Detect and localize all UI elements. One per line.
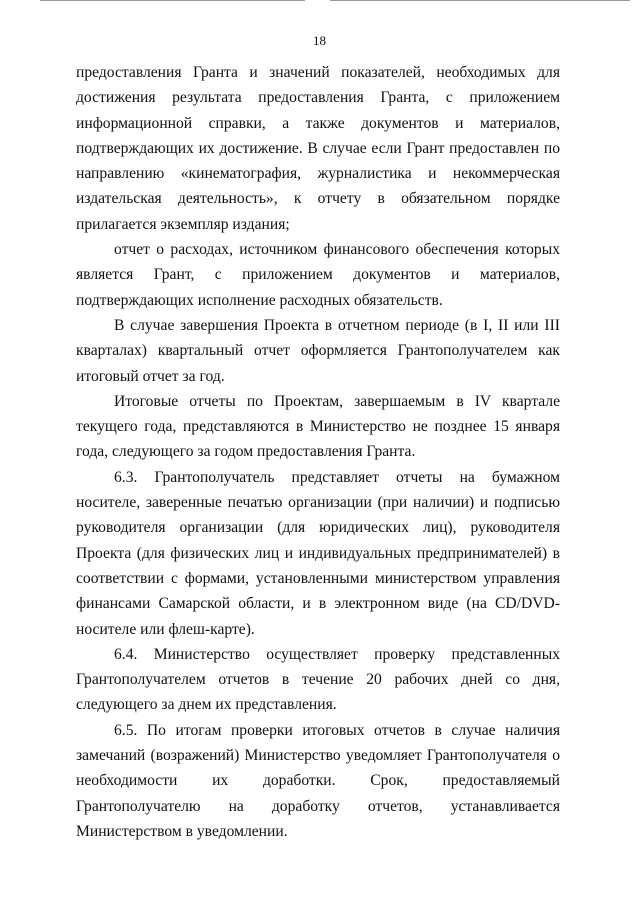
paragraph-final-reports: Итоговые отчеты по Проектам, завершаемым в IV квартале текущего года, представляются в Министерство не позднее 15 января года, следующего за годом предоставления Гранта. bbox=[76, 392, 560, 461]
paragraph-project-completion: В случае завершения Проекта в отчетном периоде (в I, II или III кварталах) квартальный отчет оформляется Грантополучателем как итоговый отчет за год. bbox=[76, 316, 560, 385]
paragraph-6-5: 6.5. По итогам проверки итоговых отчетов в случае наличия замечаний (возражений) Министерство уведомляет Грантополучателя о необходимости их доработки. Срок, предоставляемый Грантополучателю на доработку отчетов, устанавливается Министерством в уведомлении. bbox=[76, 721, 560, 840]
page-number: 18 bbox=[313, 33, 326, 48]
top-rule-right bbox=[330, 0, 630, 1]
document-body bbox=[76, 60, 560, 844]
paragraph-6-4: 6.4. Министерство осуществляет проверку представленных Грантополучателем отчетов в течение 20 рабочих дней со дня, следующего за днем их представления. bbox=[76, 645, 560, 714]
top-rule-left bbox=[40, 0, 305, 1]
paragraph-6-3: 6.3. Грантополучатель представляет отчеты на бумажном носителе, заверенные печатью организации (при наличии) и подписью руководителя организации (для юридических лиц), руководителя Проекта (для физических лиц и индивидуальных предпринимателей) в соответствии с формами, установленными министерством управления финансами Самарской области, и в электронном виде (на CD/DVD-носителе или флеш-карте). bbox=[76, 468, 560, 638]
paragraph-reporting-continuation: предоставления Гранта и значений показателей, необходимых для достижения результата предоставления Гранта, с приложением информационной справки, а также документов и материалов, подтверждающих их достижение. В случае если Грант предоставлен по направлению «кинематография, журналистика и некоммерческая издательская деятельность», к отчету в обязательном порядке прилагается экземпляр издания; bbox=[76, 64, 560, 233]
paragraph-expense-report: отчет о расходах, источником финансового обеспечения которых является Грант, с приложением документов и материалов, подтверждающих исполнение расходных обязательств. bbox=[76, 241, 560, 309]
